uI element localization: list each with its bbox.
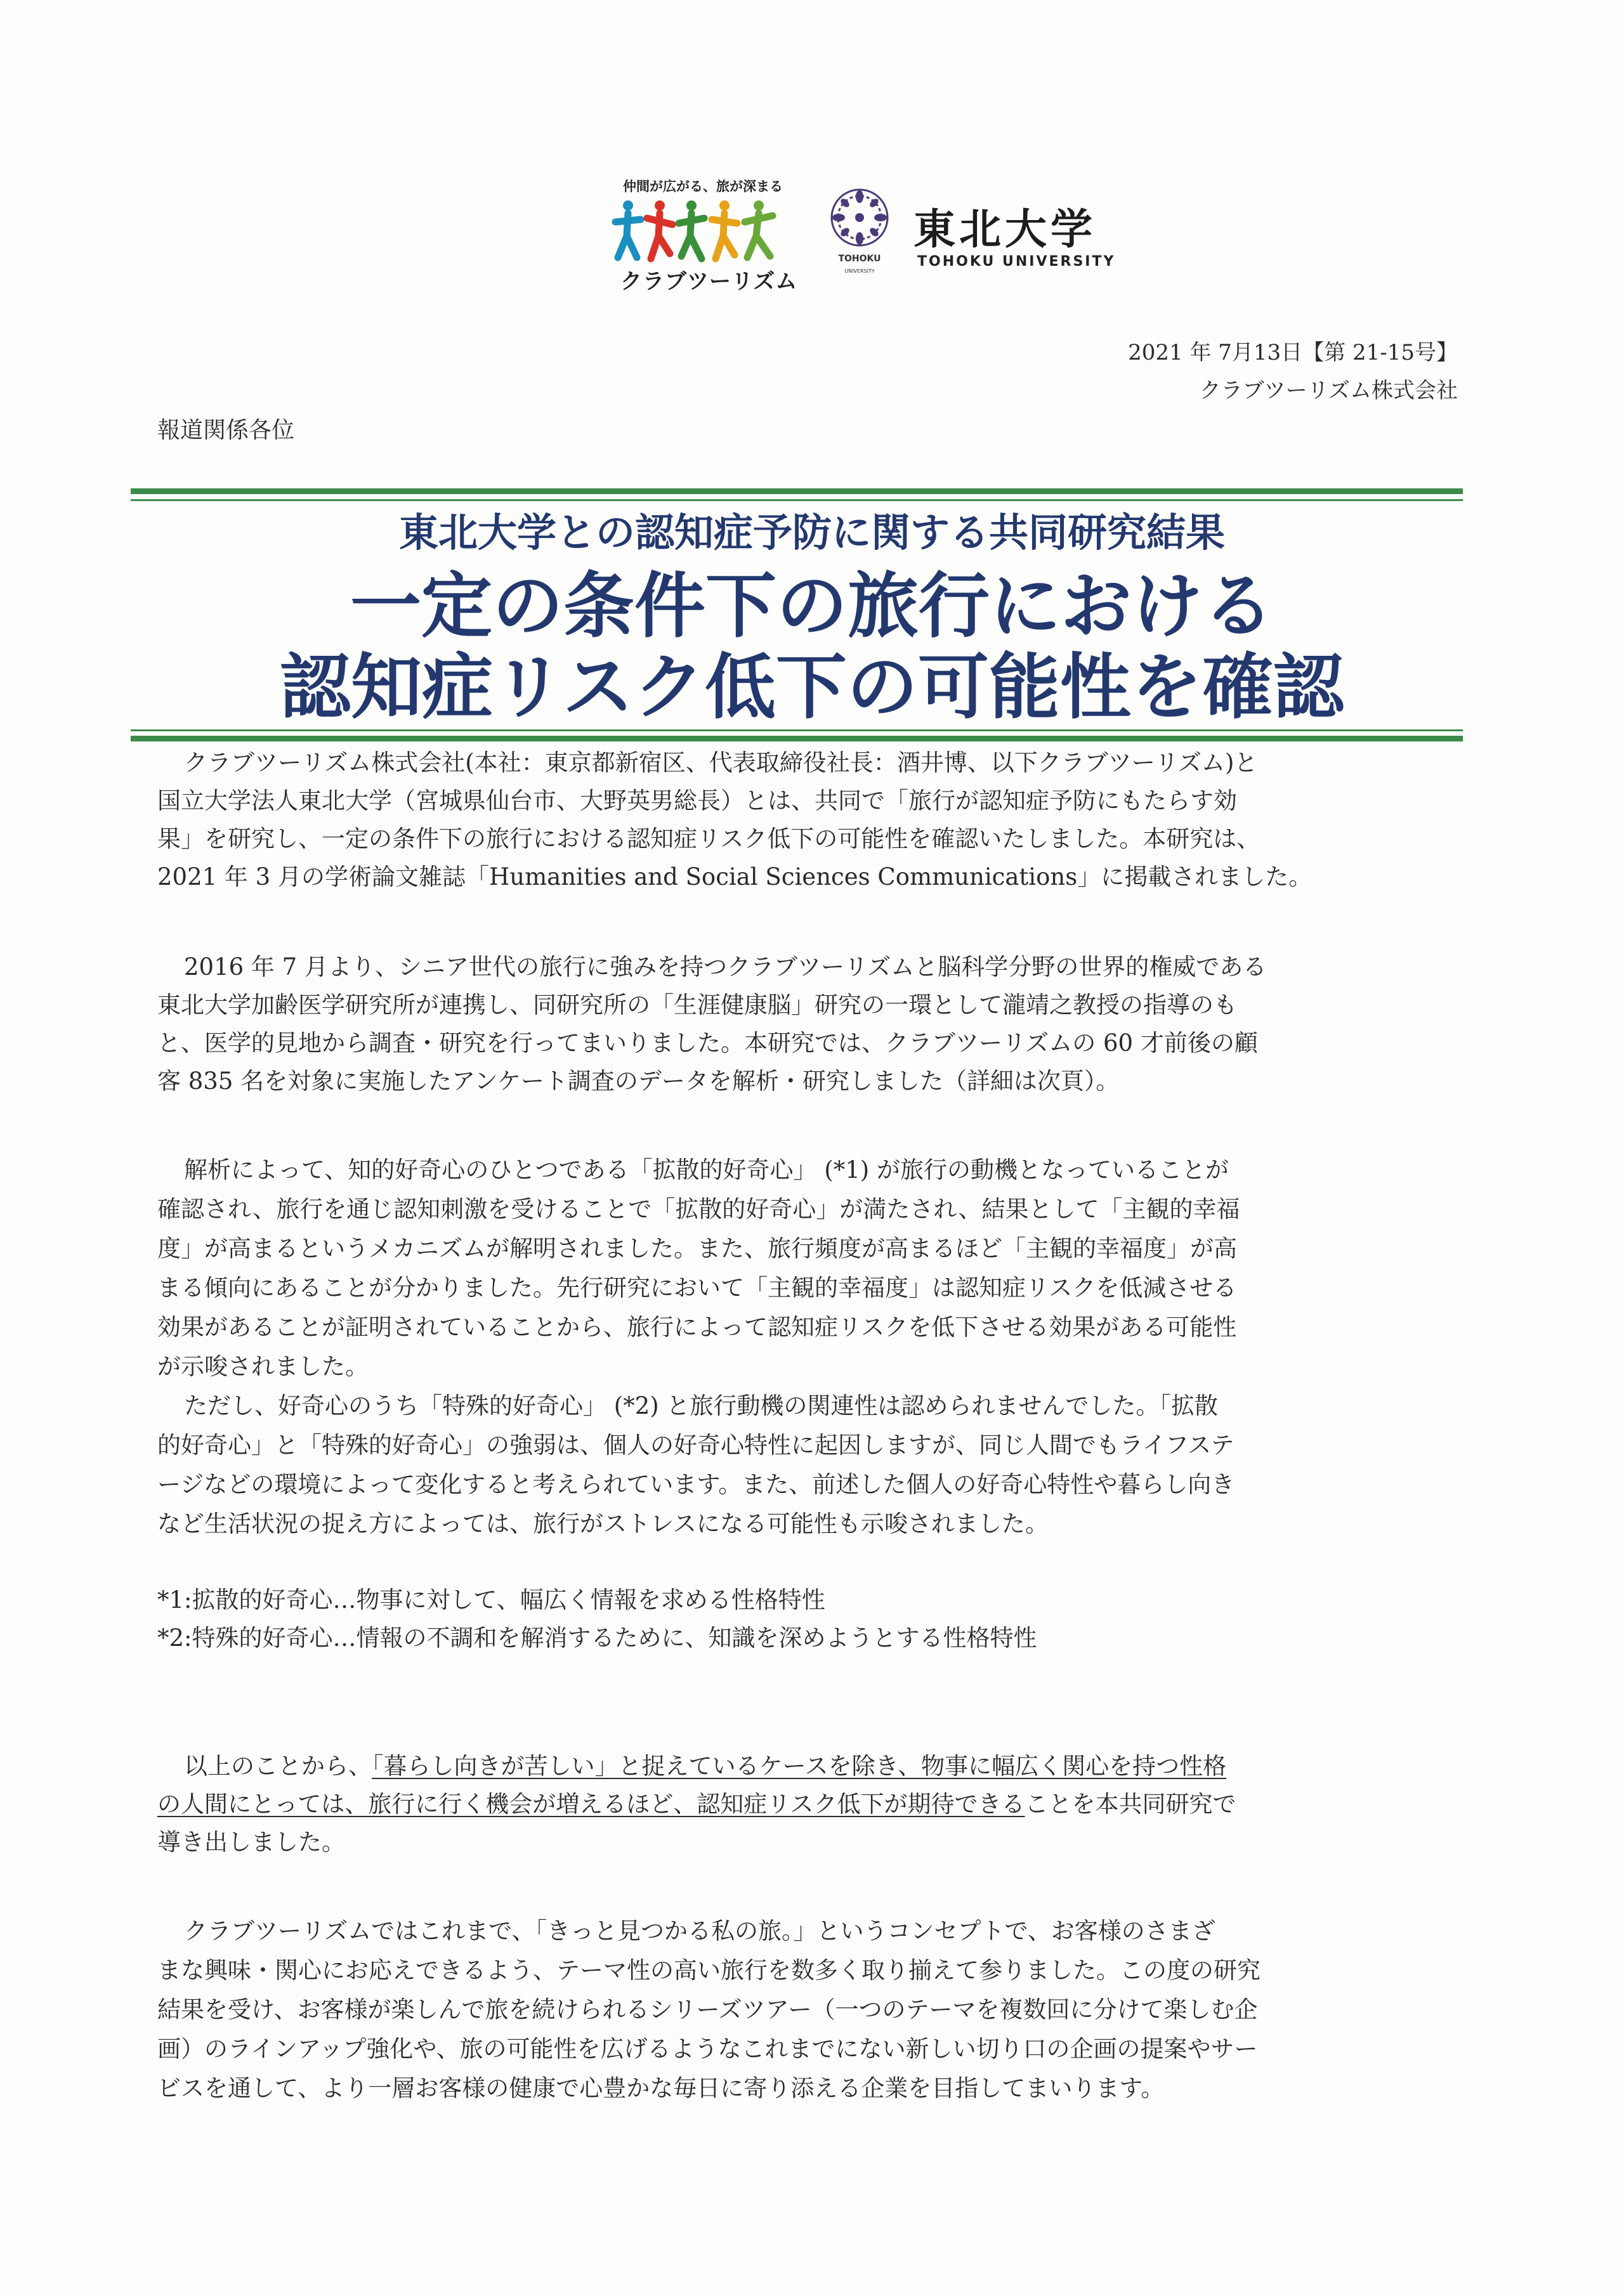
release-date-number: 2021 年 7月13日【第 21-15号】 bbox=[1128, 340, 1458, 365]
conclusion-suffix: ことを本共同研究で bbox=[1025, 1790, 1236, 1818]
paragraph-6-line: まな興味・関心にお応えできるよう、テーマ性の高い旅行を数多く取り揃えて参りました。この度の研究 bbox=[157, 1957, 1261, 1984]
paragraph-4-line: ただし、好奇心のうち「特殊的好奇心」 (*2) と旅行動機の関連性は認められませんでした。「拡散 bbox=[184, 1392, 1218, 1419]
paragraph-1-line: クラブツーリズム株式会社(本社：東京都新宿区、代表取締役社長：酒井博、以下クラブツーリズム)と bbox=[184, 749, 1258, 776]
logo-header bbox=[609, 170, 1116, 297]
paragraph-3-line: 確認され、旅行を通じ認知刺激を受けることで「拡散的好奇心」が満たされ、結果として「主観的幸福 bbox=[157, 1196, 1240, 1223]
conclusion-line-2 bbox=[157, 1790, 1236, 1819]
paragraph-6-line: ビスを通して、より一層お客様の健康で心豊かな毎日に寄り添える企業を目指してまいります。 bbox=[157, 2075, 1165, 2102]
conclusion-line-1 bbox=[184, 1752, 1226, 1781]
conclusion-highlight: 「暮らし向きが苦しい」と捉えているケースを除き、物事に幅広く関心を持つ性格 bbox=[372, 1752, 1227, 1780]
title-rule-bottom-thick bbox=[131, 736, 1463, 741]
paragraph-6-line: 画）のラインアップ強化や、旅の可能性を広げるようなこれまでにない新しい切り口の企画の提案やサー bbox=[157, 2035, 1258, 2063]
tohoku-university-name: 東北大学 bbox=[914, 205, 1096, 254]
paragraph-2-line: 2016 年 7 月より、シニア世代の旅行に強みを持つクラブツーリズムと脳科学分野の世界的権威である bbox=[184, 953, 1267, 981]
paragraph-4-line: など生活状況の捉え方によっては、旅行がストレスになる可能性も示唆されました。 bbox=[157, 1510, 1049, 1537]
title-rule-bottom-thin bbox=[131, 729, 1463, 731]
paragraph-3-line: 効果があることが証明されていることから、旅行によって認知症リスクを低下させる効果がある可能性 bbox=[157, 1314, 1237, 1341]
footnote-1: *1:拡散的好奇心…物事に対して、幅広く情報を求める性格特性 bbox=[157, 1586, 825, 1614]
clubtourism-name: クラブツーリズム bbox=[620, 269, 798, 294]
paragraph-3-line: 度」が高まるというメカニズムが解明されました。また、旅行頻度が高まるほど「主観的幸福度」が高 bbox=[157, 1235, 1237, 1262]
paragraph-6-line: 結果を受け、お客様が楽しんで旅を続けられるシリーズツアー（一つのテーマを複数回に分けて楽しむ企 bbox=[157, 1996, 1258, 2023]
paragraph-3-line: まる傾向にあることが分かりました。先行研究において「主観的幸福度」は認知症リスクを低減させる bbox=[157, 1274, 1237, 1301]
title-main-line-2: 認知症リスク低下の可能性を確認 bbox=[280, 646, 1344, 729]
paragraph-1-line: 国立大学法人東北大学（宮城県仙台市、大野英男総長）とは、共同で「旅行が認知症予防にもたらす効 bbox=[157, 787, 1237, 814]
paragraph-1-line: 果」を研究し、一定の条件下の旅行における認知症リスク低下の可能性を確認いたしました。本研究は、 bbox=[157, 825, 1261, 852]
paragraph-3-line: が示唆されました。 bbox=[157, 1353, 369, 1380]
paragraph-4-line: ージなどの環境によって変化すると考えられています。また、前述した個人の好奇心特性や暮らし向き bbox=[157, 1471, 1235, 1498]
people-figures-icon bbox=[609, 197, 799, 266]
footnote-2: *2:特殊的好奇心…情報の不調和を解消するために、知識を深めようとする性格特性 bbox=[157, 1624, 1037, 1652]
conclusion-prefix: 以上のことから、 bbox=[184, 1752, 372, 1780]
paragraph-1-line: 2021 年 3 月の学術論文雑誌「Humanities and Social Sciences Communications」に掲載されました。 bbox=[157, 863, 1313, 890]
paragraph-6-line: クラブツーリズムではこれまで、「きっと見つかる私の旅。」というコンセプトで、お客様のさまざ bbox=[184, 1917, 1215, 1945]
issuer-company: クラブツーリズム株式会社 bbox=[1199, 378, 1458, 403]
tohoku-university-name-en: TOHOKU UNIVERSITY bbox=[917, 254, 1116, 270]
conclusion-line-3: 導き出しました。 bbox=[157, 1829, 345, 1856]
title-subtitle: 東北大学との認知症予防に関する共同研究結果 bbox=[398, 509, 1225, 556]
seal-text-bottom: UNIVERSITY bbox=[844, 268, 875, 274]
paragraph-3-line: 解析によって、知的好奇心のひとつである「拡散的好奇心」 (*1) が旅行の動機となっていることが bbox=[184, 1156, 1229, 1184]
clubtourism-tagline: 仲間が広がる、旅が深まる bbox=[623, 179, 783, 194]
title-main-line-1: 一定の条件下の旅行における bbox=[350, 564, 1274, 648]
paragraph-2-line: 客 835 名を対象に実施したアンケート調査のデータを解析・研究しました（詳細は次頁）。 bbox=[157, 1067, 1120, 1095]
paragraph-2-line: 東北大学加齢医学研究所が連携し、同研究所の「生涯健康脳」研究の一環として瀧靖之教授の指導のも bbox=[157, 991, 1237, 1019]
tohoku-seal-icon bbox=[825, 183, 894, 284]
conclusion-highlight: の人間にとっては、旅行に行く機会が増えるほど、認知症リスク低下が期待できる bbox=[157, 1790, 1025, 1818]
clubtourism-logo bbox=[609, 170, 799, 297]
paragraph-2-line: と、医学的見地から調査・研究を行ってまいりました。本研究では、クラブツーリズムの 60 才前後の顧 bbox=[157, 1029, 1258, 1057]
paragraph-4-line: 的好奇心」と「特殊的好奇心」の強弱は、個人の好奇心特性に起因しますが、同じ人間でもライフステ bbox=[157, 1432, 1234, 1459]
recipients-line: 報道関係各位 bbox=[157, 417, 295, 443]
seal-text-top: TOHOKU bbox=[838, 254, 881, 264]
title-rule-top-thick bbox=[131, 488, 1463, 494]
